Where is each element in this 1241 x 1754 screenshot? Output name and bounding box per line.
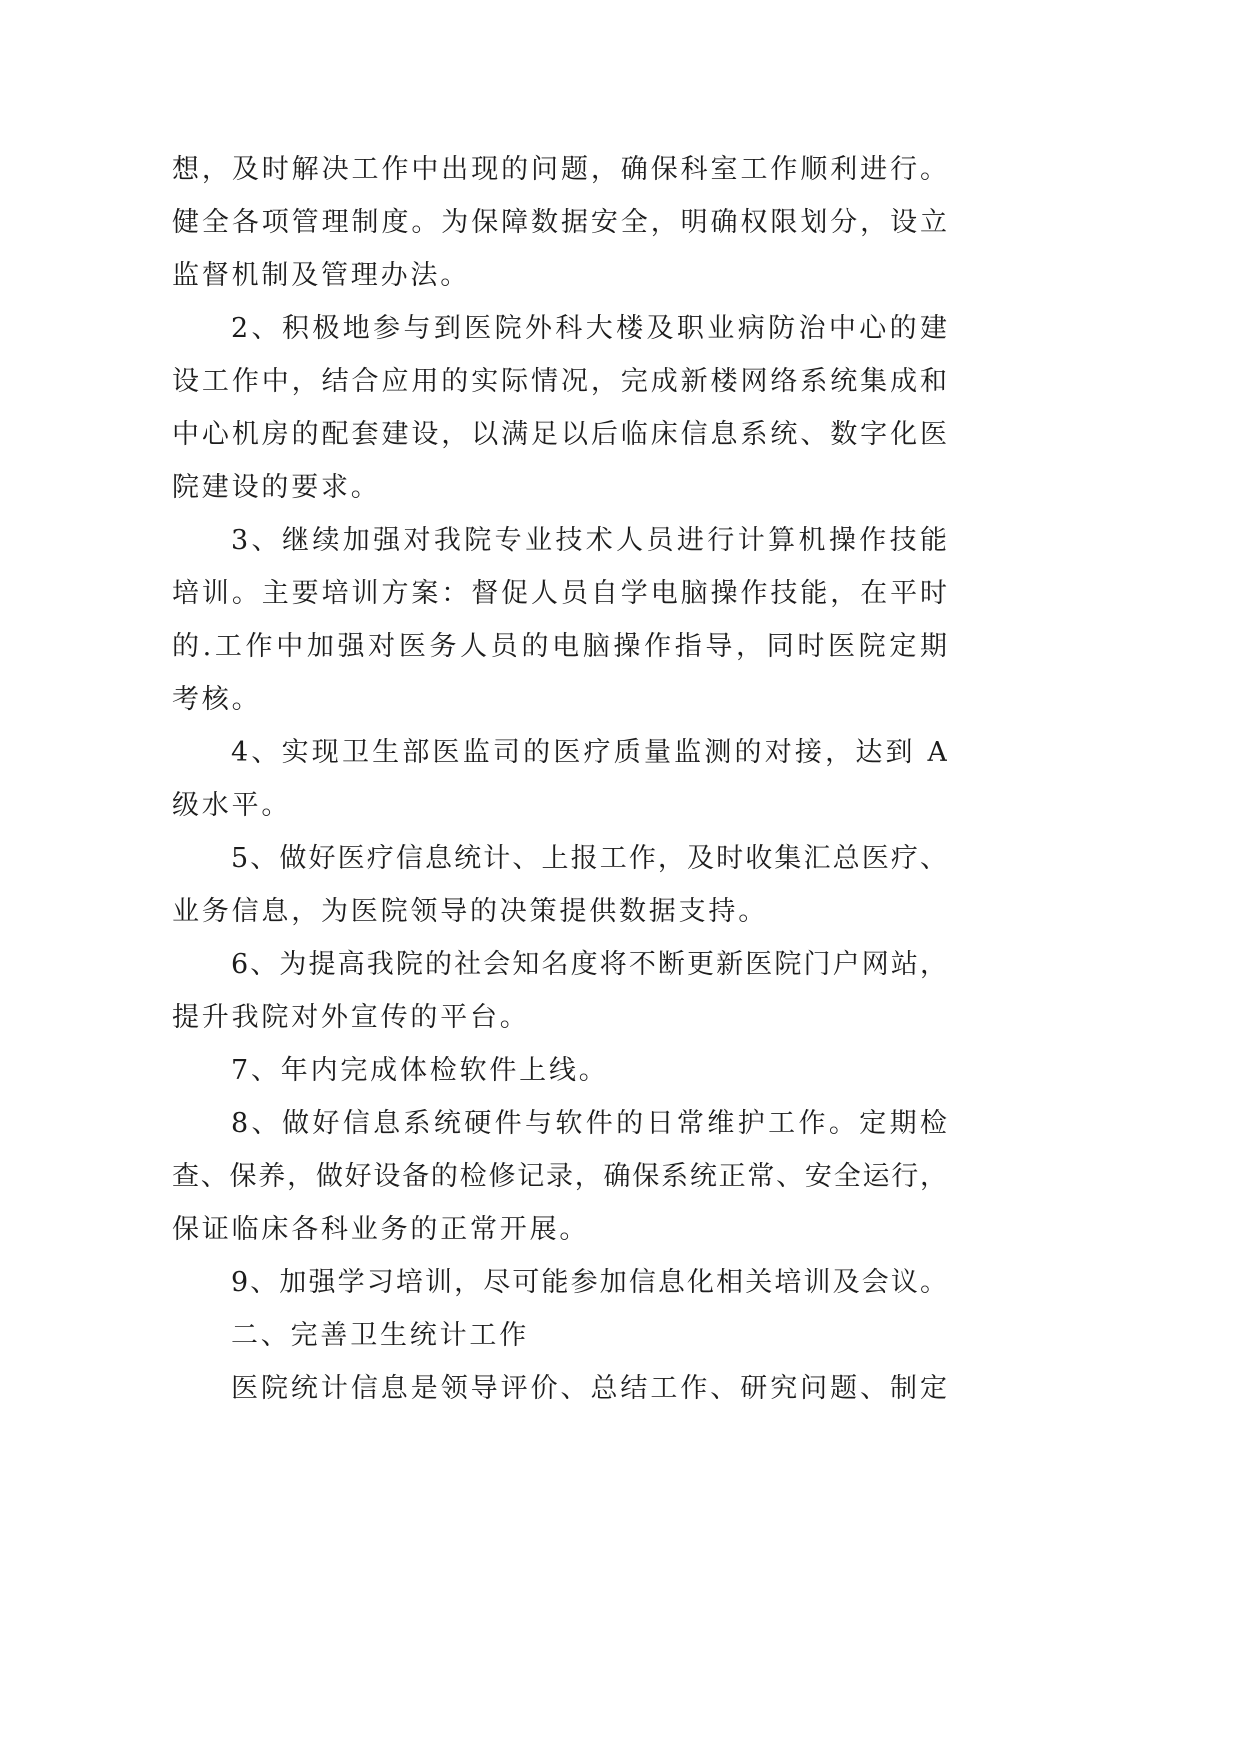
paragraph-item-9 — [172, 1256, 947, 1309]
text-line: 级水平。 — [172, 790, 292, 821]
paragraph-item-3 — [172, 514, 947, 726]
paragraph-item-7 — [172, 1044, 947, 1097]
text-line: 8、做好信息系统硬件与软件的日常维护工作。定期检 — [231, 1108, 947, 1139]
text-line: 7、年内完成体检软件上线。 — [231, 1055, 609, 1086]
section-heading — [172, 1309, 947, 1362]
text-line: 培训。主要培训方案：督促人员自学电脑操作技能，在平时 — [172, 578, 947, 609]
text-line: 2、积极地参与到医院外科大楼及职业病防治中心的建 — [231, 313, 947, 344]
paragraph-continuation — [172, 143, 947, 302]
text-line: 的.工作中加强对医务人员的电脑操作指导，同时医院定期 — [172, 631, 947, 662]
paragraph-item-4 — [172, 726, 947, 832]
text-line: 院建设的要求。 — [172, 472, 381, 503]
text-line: 健全各项管理制度。为保障数据安全，明确权限划分，设立 — [172, 207, 947, 238]
text-line: 4、实现卫生部医监司的医疗质量监测的对接，达到 A — [231, 737, 947, 768]
paragraph-item-6 — [172, 938, 947, 1044]
text-line: 保证临床各科业务的正常开展。 — [172, 1214, 590, 1245]
text-line: 3、继续加强对我院专业技术人员进行计算机操作技能 — [231, 525, 947, 556]
text-line: 9、加强学习培训，尽可能参加信息化相关培训及会议。 — [231, 1267, 947, 1298]
text-line: 查、保养，做好设备的检修记录，确保系统正常、安全运行， — [172, 1161, 947, 1192]
heading-line: 二、完善卫生统计工作 — [231, 1320, 529, 1351]
text-line: 监督机制及管理办法。 — [172, 260, 470, 291]
text-line: 中心机房的配套建设，以满足以后临床信息系统、数字化医 — [172, 419, 947, 450]
paragraph-item-8 — [172, 1097, 947, 1256]
paragraph-item-5 — [172, 832, 947, 938]
text-line: 想，及时解决工作中出现的问题，确保科室工作顺利进行。 — [172, 154, 947, 185]
text-line: 业务信息，为医院领导的决策提供数据支持。 — [172, 896, 768, 927]
text-line: 6、为提高我院的社会知名度将不断更新医院门户网站， — [231, 949, 947, 980]
text-line: 5、做好医疗信息统计、上报工作，及时收集汇总医疗、 — [231, 843, 947, 874]
text-line: 设工作中，结合应用的实际情况，完成新楼网络系统集成和 — [172, 366, 947, 397]
text-line: 医院统计信息是领导评价、总结工作、研究问题、制定 — [231, 1373, 947, 1404]
text-line: 提升我院对外宣传的平台。 — [172, 1002, 530, 1033]
paragraph-item-2 — [172, 302, 947, 514]
paragraph-statistics — [172, 1362, 947, 1415]
text-line: 考核。 — [172, 684, 262, 715]
document-body — [172, 143, 947, 1415]
